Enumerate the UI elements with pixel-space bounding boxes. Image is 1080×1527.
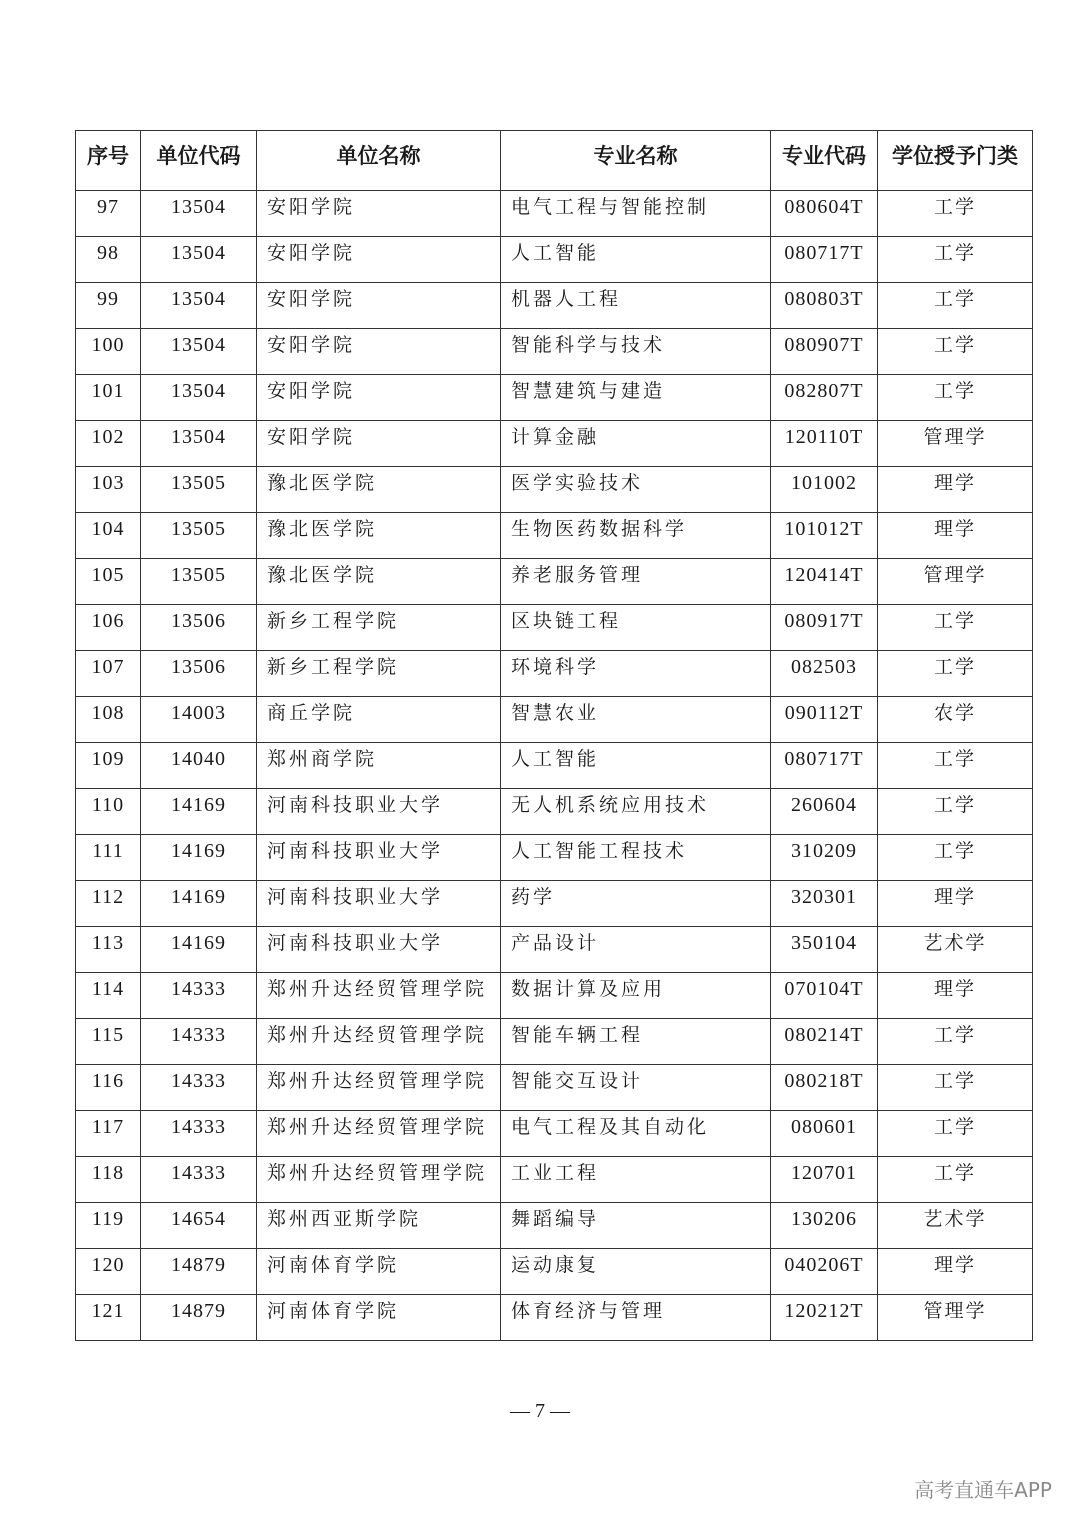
major-code-cell: 350104 [771,927,878,973]
major-code-cell: 101012T [771,513,878,559]
table-row [76,559,1033,605]
unit-code-cell: 14879 [141,1295,257,1341]
table-row [76,1295,1033,1341]
major-name-cell: 智能科学与技术 [501,329,771,375]
table-row [76,513,1033,559]
major-name-cell: 生物医药数据科学 [501,513,771,559]
degree-category-cell: 工学 [878,835,1033,881]
seq-cell: 98 [76,237,141,283]
major-code-cell: 080917T [771,605,878,651]
unit-name-cell: 河南科技职业大学 [257,789,501,835]
degree-category-cell: 工学 [878,329,1033,375]
major-name-cell: 舞蹈编导 [501,1203,771,1249]
table-row [76,191,1033,237]
unit-name-cell: 豫北医学院 [257,513,501,559]
unit-name-cell: 郑州升达经贸管理学院 [257,1065,501,1111]
major-code-cell: 090112T [771,697,878,743]
unit-name-cell: 新乡工程学院 [257,605,501,651]
seq-cell: 111 [76,835,141,881]
degree-program-table [75,130,1033,1341]
unit-code-cell: 14333 [141,1157,257,1203]
degree-category-cell: 理学 [878,1249,1033,1295]
major-name-cell: 药学 [501,881,771,927]
unit-name-cell: 河南科技职业大学 [257,881,501,927]
seq-cell: 108 [76,697,141,743]
seq-cell: 119 [76,1203,141,1249]
seq-cell: 109 [76,743,141,789]
header-major-name: 专业名称 [501,131,771,191]
header-unit-name: 单位名称 [257,131,501,191]
major-name-cell: 运动康复 [501,1249,771,1295]
degree-category-cell: 理学 [878,973,1033,1019]
unit-name-cell: 安阳学院 [257,237,501,283]
unit-name-cell: 郑州西亚斯学院 [257,1203,501,1249]
degree-category-cell: 工学 [878,743,1033,789]
watermark: 高考直通车APP [914,1478,1052,1502]
major-name-cell: 人工智能 [501,237,771,283]
table-row [76,421,1033,467]
major-name-cell: 电气工程及其自动化 [501,1111,771,1157]
seq-cell: 106 [76,605,141,651]
seq-cell: 104 [76,513,141,559]
degree-category-cell: 管理学 [878,1295,1033,1341]
unit-code-cell: 13506 [141,605,257,651]
degree-category-cell: 农学 [878,697,1033,743]
major-code-cell: 320301 [771,881,878,927]
seq-cell: 118 [76,1157,141,1203]
major-name-cell: 智能车辆工程 [501,1019,771,1065]
table-row [76,835,1033,881]
unit-name-cell: 豫北医学院 [257,559,501,605]
unit-name-cell: 新乡工程学院 [257,651,501,697]
table-row [76,375,1033,421]
unit-name-cell: 郑州商学院 [257,743,501,789]
seq-cell: 116 [76,1065,141,1111]
seq-cell: 107 [76,651,141,697]
table-row [76,1249,1033,1295]
seq-cell: 100 [76,329,141,375]
unit-name-cell: 豫北医学院 [257,467,501,513]
table-row [76,605,1033,651]
major-name-cell: 智能交互设计 [501,1065,771,1111]
table-row [76,329,1033,375]
major-code-cell: 120212T [771,1295,878,1341]
seq-cell: 110 [76,789,141,835]
unit-code-cell: 13504 [141,375,257,421]
major-name-cell: 工业工程 [501,1157,771,1203]
unit-name-cell: 安阳学院 [257,375,501,421]
table-row [76,881,1033,927]
major-code-cell: 101002 [771,467,878,513]
major-code-cell: 080717T [771,743,878,789]
major-name-cell: 智慧农业 [501,697,771,743]
major-code-cell: 080601 [771,1111,878,1157]
header-seq: 序号 [76,131,141,191]
degree-category-cell: 工学 [878,237,1033,283]
table-row [76,789,1033,835]
degree-category-cell: 管理学 [878,559,1033,605]
degree-category-cell: 工学 [878,605,1033,651]
table-row [76,1111,1033,1157]
unit-name-cell: 郑州升达经贸管理学院 [257,1111,501,1157]
unit-name-cell: 河南体育学院 [257,1295,501,1341]
degree-category-cell: 管理学 [878,421,1033,467]
seq-cell: 99 [76,283,141,329]
major-name-cell: 机器人工程 [501,283,771,329]
major-name-cell: 环境科学 [501,651,771,697]
unit-name-cell: 安阳学院 [257,329,501,375]
seq-cell: 105 [76,559,141,605]
table-row [76,1019,1033,1065]
degree-category-cell: 工学 [878,1019,1033,1065]
unit-name-cell: 河南科技职业大学 [257,927,501,973]
table-header-row [76,131,1033,191]
seq-cell: 112 [76,881,141,927]
degree-category-cell: 理学 [878,513,1033,559]
unit-code-cell: 13505 [141,513,257,559]
degree-category-cell: 工学 [878,375,1033,421]
table-row [76,283,1033,329]
major-name-cell: 养老服务管理 [501,559,771,605]
major-name-cell: 人工智能工程技术 [501,835,771,881]
seq-cell: 115 [76,1019,141,1065]
major-name-cell: 医学实验技术 [501,467,771,513]
table-row [76,1065,1033,1111]
unit-code-cell: 14040 [141,743,257,789]
major-code-cell: 310209 [771,835,878,881]
header-major-code: 专业代码 [771,131,878,191]
table-row [76,973,1033,1019]
major-code-cell: 130206 [771,1203,878,1249]
major-name-cell: 人工智能 [501,743,771,789]
header-unit-code: 单位代码 [141,131,257,191]
seq-cell: 120 [76,1249,141,1295]
degree-category-cell: 工学 [878,789,1033,835]
unit-code-cell: 14333 [141,1111,257,1157]
table-row [76,697,1033,743]
degree-category-cell: 工学 [878,191,1033,237]
major-code-cell: 070104T [771,973,878,1019]
seq-cell: 113 [76,927,141,973]
major-code-cell: 080214T [771,1019,878,1065]
major-code-cell: 080717T [771,237,878,283]
table-row [76,743,1033,789]
major-name-cell: 数据计算及应用 [501,973,771,1019]
unit-code-cell: 13504 [141,191,257,237]
unit-code-cell: 14333 [141,973,257,1019]
major-code-cell: 080803T [771,283,878,329]
major-code-cell: 080907T [771,329,878,375]
unit-name-cell: 郑州升达经贸管理学院 [257,973,501,1019]
unit-code-cell: 14169 [141,789,257,835]
major-code-cell: 080604T [771,191,878,237]
unit-code-cell: 14169 [141,835,257,881]
major-name-cell: 计算金融 [501,421,771,467]
unit-code-cell: 13504 [141,283,257,329]
major-name-cell: 电气工程与智能控制 [501,191,771,237]
seq-cell: 102 [76,421,141,467]
major-code-cell: 260604 [771,789,878,835]
major-code-cell: 120414T [771,559,878,605]
seq-cell: 103 [76,467,141,513]
major-name-cell: 智慧建筑与建造 [501,375,771,421]
table-body [76,191,1033,1341]
unit-name-cell: 河南体育学院 [257,1249,501,1295]
seq-cell: 101 [76,375,141,421]
unit-code-cell: 13505 [141,559,257,605]
unit-code-cell: 13506 [141,651,257,697]
table-row [76,1203,1033,1249]
unit-code-cell: 14169 [141,927,257,973]
unit-code-cell: 13504 [141,329,257,375]
degree-category-cell: 理学 [878,467,1033,513]
degree-category-cell: 工学 [878,1157,1033,1203]
major-code-cell: 080218T [771,1065,878,1111]
unit-code-cell: 14169 [141,881,257,927]
seq-cell: 97 [76,191,141,237]
unit-code-cell: 13504 [141,237,257,283]
unit-code-cell: 14654 [141,1203,257,1249]
unit-name-cell: 郑州升达经贸管理学院 [257,1157,501,1203]
unit-name-cell: 安阳学院 [257,283,501,329]
major-code-cell: 082503 [771,651,878,697]
major-code-cell: 120110T [771,421,878,467]
major-name-cell: 产品设计 [501,927,771,973]
major-code-cell: 040206T [771,1249,878,1295]
page-number: — 7 — [510,1400,570,1422]
unit-code-cell: 14879 [141,1249,257,1295]
seq-cell: 114 [76,973,141,1019]
table-row [76,467,1033,513]
major-name-cell: 区块链工程 [501,605,771,651]
table-row [76,1157,1033,1203]
unit-code-cell: 14003 [141,697,257,743]
unit-name-cell: 郑州升达经贸管理学院 [257,1019,501,1065]
header-degree-category: 学位授予门类 [878,131,1033,191]
unit-code-cell: 14333 [141,1065,257,1111]
table-row [76,237,1033,283]
table-row [76,651,1033,697]
major-code-cell: 120701 [771,1157,878,1203]
major-code-cell: 082807T [771,375,878,421]
degree-category-cell: 工学 [878,1065,1033,1111]
unit-name-cell: 商丘学院 [257,697,501,743]
unit-code-cell: 13504 [141,421,257,467]
table-row [76,927,1033,973]
unit-code-cell: 14333 [141,1019,257,1065]
major-name-cell: 无人机系统应用技术 [501,789,771,835]
major-name-cell: 体育经济与管理 [501,1295,771,1341]
seq-cell: 121 [76,1295,141,1341]
degree-category-cell: 艺术学 [878,1203,1033,1249]
degree-category-cell: 工学 [878,1111,1033,1157]
unit-name-cell: 安阳学院 [257,191,501,237]
degree-category-cell: 工学 [878,283,1033,329]
degree-category-cell: 理学 [878,881,1033,927]
unit-name-cell: 安阳学院 [257,421,501,467]
unit-code-cell: 13505 [141,467,257,513]
degree-category-cell: 工学 [878,651,1033,697]
unit-name-cell: 河南科技职业大学 [257,835,501,881]
degree-category-cell: 艺术学 [878,927,1033,973]
seq-cell: 117 [76,1111,141,1157]
